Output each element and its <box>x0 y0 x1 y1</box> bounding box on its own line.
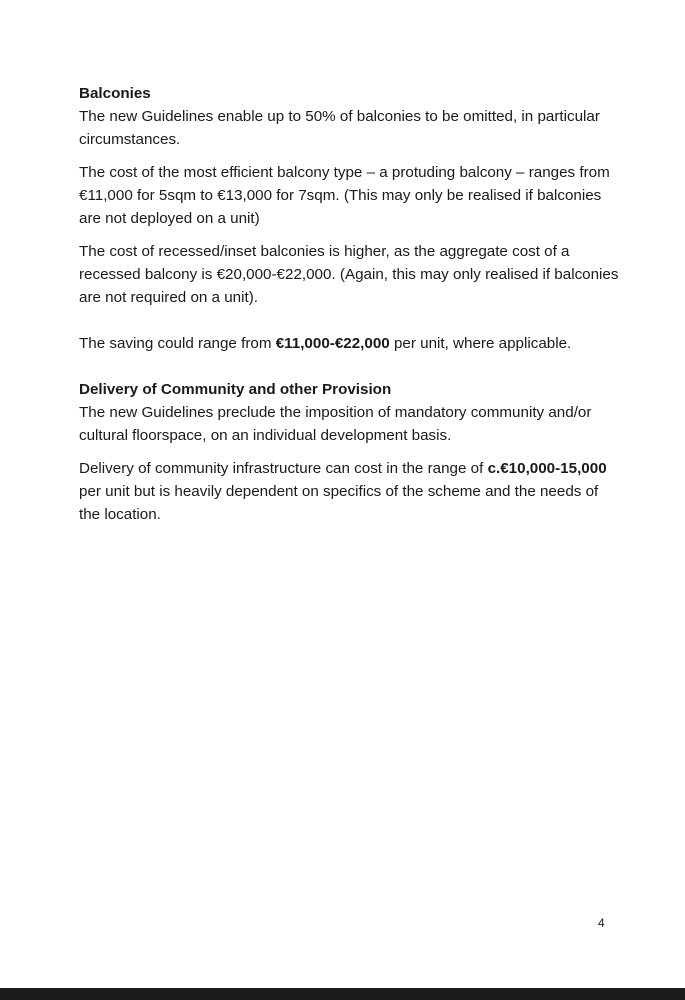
balconies-intro: The new Guidelines enable up to 50% of balconies to be omitted, in particular circumstances. <box>79 108 600 148</box>
balconies-cost-efficient: The cost of the most efficient balcony type – a protuding balcony – ranges from €11,000 for 5sqm to €13,000 for 7sqm. (This may only be realised if balconies are not deployed on a unit) <box>79 164 610 227</box>
balconies-cost-recessed: The cost of recessed/inset balconies is higher, as the aggregate cost of a recessed balcony is €20,000-€22,000. (Again, this may only realised if balconies are not required on a unit). <box>79 243 619 306</box>
saving-suffix: per unit, where applicable. <box>389 335 572 352</box>
community-cost-prefix: Delivery of community infrastructure can cost in the range of <box>79 460 488 477</box>
balconies-saving <box>79 332 619 355</box>
community-cost-suffix: per unit but is heavily dependent on specifics of the scheme and the needs of the location. <box>79 483 599 523</box>
page-number: 4 <box>598 916 605 930</box>
community-heading: Delivery of Community and other Provision <box>79 381 392 398</box>
balconies-heading: Balconies <box>79 85 151 102</box>
community-intro: The new Guidelines preclude the imposition of mandatory community and/or cultural floorspace, on an individual development basis. <box>79 404 592 444</box>
community-cost <box>79 457 619 526</box>
saving-amount: €11,000-€22,000 <box>275 335 390 352</box>
saving-prefix: The saving could range from <box>79 335 276 352</box>
community-cost-amount: c.€10,000-15,000 <box>487 460 607 477</box>
bottom-bar <box>0 988 685 1000</box>
document-body <box>79 82 619 526</box>
